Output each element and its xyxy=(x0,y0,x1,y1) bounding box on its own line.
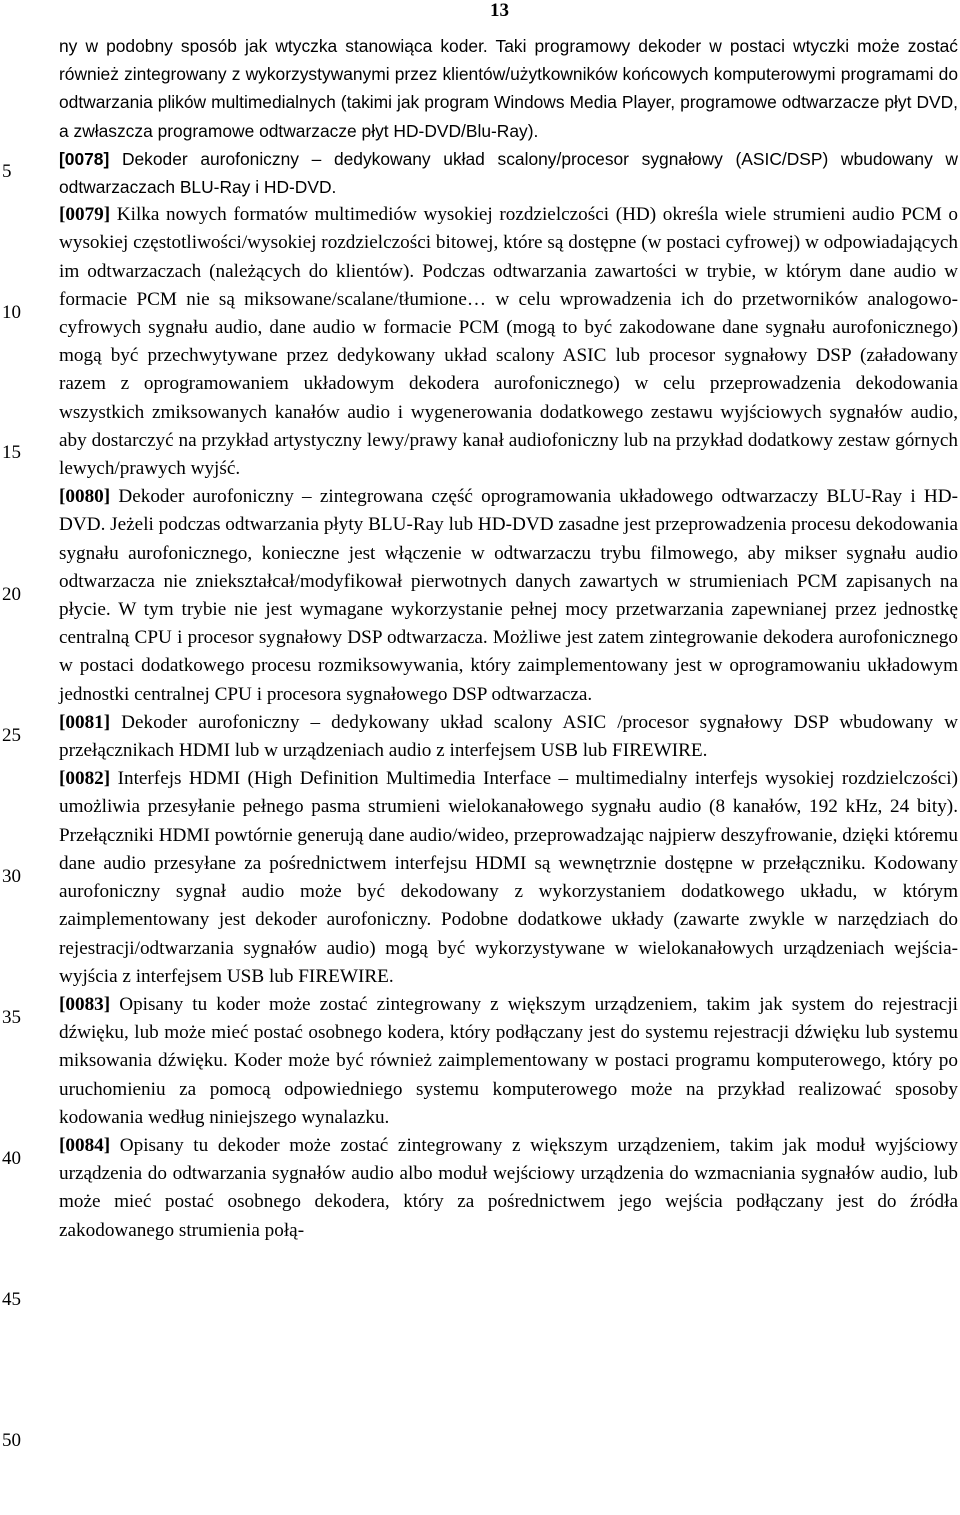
paragraph-id: [0078] xyxy=(59,148,110,169)
paragraph-id: [0080] xyxy=(59,486,111,508)
paragraph-0081 xyxy=(59,709,958,765)
paragraph-text: ny w podobny sposób jak wtyczka stanowiąca koder. Taki programowy dekoder w postaci wtyczki może zostać również zintegrowany z wykorzystywanymi przez klientów/użytkowników końcowych komputerowymi programami do odtwarzania plików multimedialnych (takimi jak program Windows Media Player, programowe odtwarzacze płyt DVD, a zwłaszcza programowe odtwarzacze płyt HD-DVD/Blu-Ray). xyxy=(59,36,958,141)
paragraph xyxy=(59,32,958,145)
paragraph-text: Opisany tu dekoder może zostać zintegrowany z większym urządzeniem, takim jak moduł wyjściowy urządzenia do odtwarzania sygnałów audio albo moduł wejściowy urządzenia do wzmacniania sygnałów audio, lub może mieć postać osobnego dekodera, który za pośrednictwem jego wejścia podłączany jest do źródła zakodowanego strumienia połą- xyxy=(59,1134,958,1241)
paragraph-text: Dekoder aurofoniczny – dedykowany układ scalony/procesor sygnałowy (ASIC/DSP) wbudowany w odtwarzaczach BLU-Ray i HD-DVD. xyxy=(59,148,958,198)
line-number: 5 xyxy=(2,161,12,182)
paragraph-0080 xyxy=(59,483,958,709)
paragraph-id: [0082] xyxy=(59,768,111,790)
line-number: 20 xyxy=(2,584,21,605)
paragraph-id: [0081] xyxy=(59,711,111,733)
paragraph-text: Interfejs HDMI (High Definition Multimedia Interface – multimedialny interfejs wysokiej rozdzielczości) umożliwia przesyłanie pełnego pasma strumieni wielokanałowego sygnału audio (8 kanałów, 192 kHz, 24 bity). Przełączniki HDMI powtórnie generują dane audio/wideo, przeprowadzając najpierw deszyfrowanie, dzięki któremu dane audio przesyłane za pośrednictwem interfejsu HDMI są wewnętrznie dostępne w przełączniku. Kodowany aurofoniczny sygnał audio może być dekodowany z wykorzystaniem dodatkowego układu, w którym zaimplementowany jest dekoder aurofoniczny. Podobne dodatkowe układy (zawarte zwykle w narzędziach do rejestracji/odtwarzania sygnałów audio) mogą być wykorzystywane w wielokanałowych urządzeniach wejścia-wyjścia z interfejsem USB lub FIREWIRE. xyxy=(59,768,958,987)
line-number: 10 xyxy=(2,302,21,323)
paragraph-0079 xyxy=(59,201,958,483)
paragraph-0083 xyxy=(59,991,958,1132)
paragraph-text: Dekoder aurofoniczny – zintegrowana część oprogramowania układowego odtwarzaczy BLU-Ray i HD-DVD. Jeżeli podczas odtwarzania płyty BLU-Ray lub HD-DVD zasadne jest przeprowadzenia procesu dekodowania sygnału aurofonicznego, konieczne jest włączenie w odtwarzaczu trybu filmowego, aby mikser sygnału audio odtwarzacza nie zniekształcał/modyfikował pierwotnych danych zawartych w strumieniach PCM zapisanych na płycie. W tym trybie nie jest wymagane wykorzystanie pełnej mocy przetwarzania zapewnianej przez jednostkę centralną CPU i procesor sygnałowy DSP odtwarzacza. Możliwe jest zatem zintegrowanie dekodera aurofonicznego w postaci dodatkowego procesu rozmiksowywania, który zaimplementowany jest w oprogramowaniu układowym jednostki centralnej CPU i procesora sygnałowego DSP odtwarzacza. xyxy=(59,486,958,705)
paragraph-id: [0079] xyxy=(59,204,111,226)
body-text xyxy=(59,32,958,1245)
paragraph-0082 xyxy=(59,765,958,991)
line-number: 30 xyxy=(2,866,21,887)
line-number: 15 xyxy=(2,442,21,463)
paragraph-text: Dekoder aurofoniczny – dedykowany układ scalony ASIC /procesor sygnałowy DSP wbudowany w przełącznikach HDMI lub w urządzeniach audio z interfejsem USB lub FIREWIRE. xyxy=(59,711,958,762)
line-number: 35 xyxy=(2,1007,21,1028)
page-number: 13 xyxy=(490,0,509,21)
paragraph-0084 xyxy=(59,1132,958,1245)
line-number: 25 xyxy=(2,725,21,746)
line-number: 40 xyxy=(2,1148,21,1169)
paragraph-id: [0084] xyxy=(59,1134,111,1156)
line-number-column xyxy=(0,0,40,1515)
paragraph-text: Opisany tu koder może zostać zintegrowany z większym urządzeniem, takim jak system do rejestracji dźwięku, lub może mieć postać osobnego kodera, który podłączany jest do systemu rejestracji dźwięku lub systemu miksowania dźwięku. Koder może być również zaimplementowany w postaci programu komputerowego, który po uruchomieniu za pomocą odpowiedniego systemu komputerowego może na przykład realizować sposoby kodowania według niniejszego wynalazku. xyxy=(59,993,958,1128)
paragraph-id: [0083] xyxy=(59,993,111,1015)
line-number: 50 xyxy=(2,1430,21,1451)
line-number: 45 xyxy=(2,1289,21,1310)
paragraph-0078 xyxy=(59,145,958,201)
paragraph-text: Kilka nowych formatów multimediów wysokiej rozdzielczości (HD) określa wiele strumieni audio PCM o wysokiej częstotliwości/wysokiej rozdzielczości bitowej, które są dostępne (w postaci cyfrowej) w odpowiadających im odtwarzaczach (należących do klientów). Podczas odtwarzania zawartości w trybie, w którym dane audio w formacie PCM nie są miksowane/scalane/tłumione… w celu wprowadzenia ich do przetworników analogowo-cyfrowych sygnału audio, dane audio w formacie PCM (mogą to być zakodowane dane sygnału aurofonicznego) mogą być przechwytywane przez dedykowany układ scalony ASIC lub procesor sygnałowy DSP (załadowany razem z oprogramowaniem układowym dekodera aurofonicznego) w celu przeprowadzenia dekodowania wszystkich zmiksowanych kanałów audio i wygenerowania dodatkowego zestawu wyjściowych sygnałów audio, aby dostarczyć na przykład artystyczny lewy/prawy kanał audiofoniczny lub na przykład dodatkowy zestaw górnych lewych/prawych wyjść. xyxy=(59,204,958,480)
